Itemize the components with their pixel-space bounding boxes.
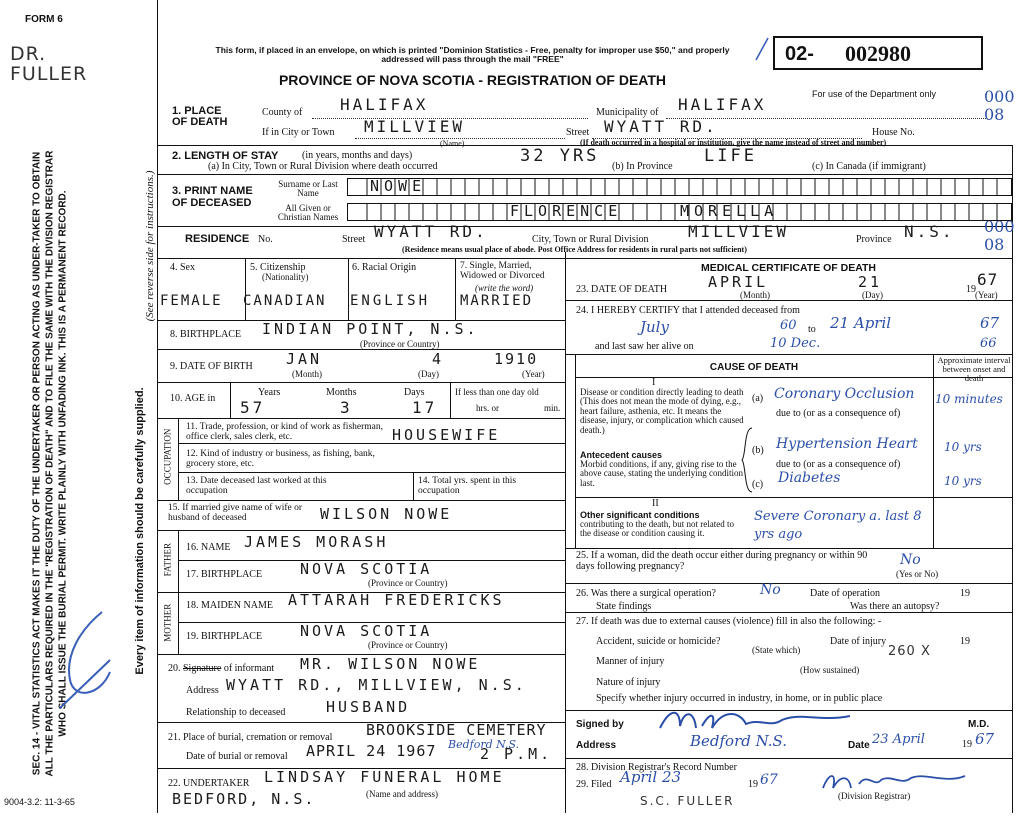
s10-months-label: Months (326, 387, 357, 398)
state-which: (State which) (752, 645, 801, 655)
s20-rel: HUSBAND (326, 698, 411, 716)
roman-ii: II (652, 498, 659, 509)
sidebar-divider (157, 0, 158, 813)
father-name-label: 16. NAME (186, 542, 231, 553)
s11-label: 11. Trade, profession, or kind of work as fisherman, office clerk, sales clerk, etc. (186, 422, 384, 442)
cause-b: (b) (752, 445, 764, 456)
s26-value: No (760, 582, 781, 598)
s10-days-label: Days (404, 387, 425, 398)
specify-label: Specify whether injury occurred in industry, in home, or in public place (596, 693, 883, 704)
rule (157, 382, 565, 383)
rule (178, 418, 179, 500)
s5-label: 5. Citizenship (250, 262, 306, 273)
injury-date-label: Date of injury (830, 636, 887, 647)
s21-place: BROOKSIDE CEMETERY (366, 721, 547, 739)
s22-hint: (Name and address) (366, 789, 438, 799)
manner-label: Manner of injury (596, 656, 665, 667)
supply-notice: Every item of information should be carefully supplied. (134, 387, 146, 675)
s1-city-value: MILLVIEW (364, 117, 466, 136)
rule (565, 300, 1012, 301)
center-divider (565, 252, 566, 813)
s10-label: 10. AGE in (170, 393, 216, 404)
s3-given-label: All Given or Christian Names (277, 203, 339, 223)
accident-label: Accident, suicide or homicide? (596, 636, 721, 647)
death-century: 19 (966, 284, 976, 295)
rule (348, 258, 349, 320)
handwritten-doctor-name: DR. FULLER (10, 43, 88, 85)
s2-b-value: LIFE (704, 146, 757, 166)
s14-label: 14. Total yrs. spent in this occupation (418, 476, 517, 496)
s9-label: 9. DATE OF BIRTH (170, 361, 253, 372)
mother-side-label: MOTHER (162, 603, 173, 642)
last-saw-year: 66 (980, 336, 997, 351)
rule (413, 472, 414, 500)
s1-house-label: House No. (872, 127, 915, 138)
s21-time: 2 P.M. (480, 745, 553, 763)
filed-date: April 23 (620, 768, 682, 786)
residence-label: RESIDENCE (185, 233, 250, 245)
rule (450, 382, 451, 418)
registrar-print: S.C. FULLER (640, 794, 735, 808)
statute-text-body: SEC. 14 - VITAL STATISTICS ACT MAKES IT THE DUTY OF THE UNDERTAKER OR PERSON ACTING AS UNDER-TAKER TO OBTAIN ALL THE PARTICULARS REQUIRED IN THE "REGISTRATION OF DEATH" AND TO FILE THE SAME WITH THE DIVISION REGISTRAR WHO SHALL ISSUE THE BURIAL PERMIT. WRITE PLAINLY WITH UNFADING INK. THIS IS A PERMANENT RECORD. (31, 150, 69, 777)
s11-value: HOUSEWIFE (392, 426, 501, 444)
last-saw-date: 10 Dec. (770, 336, 821, 351)
rule (565, 583, 1012, 584)
s20-address: WYATT RD., MILLVIEW, N.S. (226, 676, 527, 694)
form-title: PROVINCE OF NOVA SCOTIA - REGISTRATION OF DEATH (278, 72, 667, 88)
s8-label: 8. BIRTHPLACE (170, 329, 242, 340)
s20-label: 20. Signature of informant (168, 663, 275, 674)
s24-to: to (808, 324, 816, 335)
s9-day-hint: (Day) (418, 369, 439, 379)
s25-value: No (900, 552, 921, 568)
s10-years-label: Years (258, 387, 281, 398)
s10-months: 3 (340, 398, 353, 417)
rule (575, 354, 576, 548)
s1-county-value: HALIFAX (340, 95, 429, 114)
s22-label: 22. UNDERTAKER (168, 778, 250, 789)
s8-hint: (Province or Country) (360, 339, 440, 349)
interval-a: 10 minutes (935, 392, 1003, 406)
reverse-instructions: (See reverse side for instructions.) (144, 170, 156, 322)
father-bp-hint: (Province or Country) (368, 578, 448, 588)
s1-municipality-label: Municipality of (596, 107, 659, 118)
s4-value: FEMALE (160, 293, 223, 309)
residence-no-label: No. (258, 234, 273, 245)
death-year-hint: (Year) (975, 290, 998, 300)
rule (575, 497, 1012, 498)
form-number: FORM 6 (25, 14, 63, 25)
rule (178, 530, 179, 654)
cause-a-value: Coronary Occlusion (774, 386, 915, 402)
mail-notice: This form, if placed in an envelope, on which is printed "Dominion Statistics - Free, penalty for improper use $50," and properly addressed will pass through the mail "FREE" (215, 45, 730, 64)
md-label: M.D. (968, 719, 990, 730)
nature-label: Nature of injury (596, 677, 661, 688)
filed-19: 19 (748, 779, 758, 790)
s8-value: INDIAN POINT, N.S. (262, 320, 479, 338)
residence-city-label: City, Town or Rural Division (532, 234, 649, 245)
rule (933, 354, 934, 548)
other-value: Severe Coronary a. last 8 yrs ago (754, 509, 922, 542)
s2-hint: (in years, months and days) (302, 150, 413, 161)
s21-place-note: Bedford N.S. (448, 738, 520, 751)
s9-day: 4 (432, 350, 445, 368)
s2-a-value: 32 YRS (520, 146, 600, 166)
s1-hospital-note: (If death occurred in a hospital or institution, give the name instead of street and number) (580, 138, 887, 147)
mother-maiden-label: 18. MAIDEN NAME (186, 600, 273, 611)
s20-label-rest: of informant (223, 663, 275, 674)
other-label: Other significant conditions (580, 510, 700, 520)
occupation-side-label: OCCUPATION (162, 428, 173, 485)
antecedent-desc: Morbid conditions, if any, giving rise to the above cause, stating the underlying condition last. (580, 459, 743, 488)
attended-from: July (640, 318, 669, 336)
residence-province-value: N.S. (904, 222, 955, 241)
s6-value: ENGLISH (350, 293, 431, 309)
father-bp: NOVA SCOTIA (300, 560, 433, 578)
s2-b-label: (b) In Province (612, 161, 673, 172)
residence-city-value: MILLVIEW (688, 222, 790, 241)
rule (245, 258, 246, 320)
s6-label: 6. Racial Origin (352, 262, 417, 273)
s2-c-label: (c) In Canada (if immigrant) (812, 161, 926, 172)
death-year: 67 (977, 270, 999, 289)
s4-label: 4. Sex (170, 262, 195, 273)
residence-province-label: Province (856, 234, 892, 245)
s12-label: 12. Kind of industry or business, as fishing, bank, grocery store, etc. (186, 449, 375, 469)
s9-year: 1910 (494, 350, 539, 368)
s21-label: 21. Place of burial, cremation or removal (168, 732, 333, 743)
cause-c-value: Diabetes (778, 470, 841, 486)
s21-date-label: Date of burial or removal (186, 751, 288, 762)
roman-i: I (652, 377, 656, 388)
dept-codes-1: 000 08 (984, 87, 1015, 124)
s1-city-label: If in City or Town (262, 127, 335, 138)
dept-use-label: For use of the Department only (812, 89, 937, 99)
s24-last-saw: and last saw her alive on (595, 341, 694, 352)
s1-street-value: WYATT RD. (604, 117, 718, 136)
signer-date-label: Date (848, 740, 870, 751)
s9-year-hint: (Year) (522, 369, 545, 379)
s21-date: APRIL 24 1967 (306, 742, 437, 760)
rule (565, 758, 1012, 759)
s10-lt-day: If less than one day old (455, 387, 539, 397)
autopsy-label: Was there an autopsy? (850, 601, 940, 612)
mother-bp-label: 19. BIRTHPLACE (186, 631, 263, 642)
cause-c: (c) (752, 479, 764, 490)
s10-years: 57 (240, 398, 266, 417)
s13-label: 13. Date deceased last worked at this occupation (186, 476, 327, 496)
sidebar-pen-mark (40, 600, 130, 720)
s1-county-label: County of (262, 107, 303, 118)
cause-b-value: Hypertension Heart (776, 436, 918, 452)
other-desc: contributing to the death, but not related to the disease or condition causing it. (580, 519, 734, 539)
cause-i-label: Disease or condition directly leading to death (This does not mean the mode of dying, e.g., heart failure, asthenia, etc. It means the disease, injury, or complication which caused death.) (580, 387, 744, 435)
medical-title: MEDICAL CERTIFICATE OF DEATH (701, 262, 876, 274)
rule (178, 443, 565, 444)
interval-header: Approximate interval between onset and death (937, 355, 1011, 383)
due-to-2: due to (or as a consequence of) (776, 459, 901, 470)
rule (178, 472, 565, 473)
interval-b: 10 yrs (944, 440, 982, 454)
reg-prefix: 02- (785, 43, 814, 65)
s28-label: 28. Division Registrar's Record Number (576, 762, 737, 773)
father-bp-label: 17. BIRTHPLACE (186, 569, 263, 580)
mother-bp: NOVA SCOTIA (300, 622, 433, 640)
father-name: JAMES MORASH (244, 533, 389, 551)
signer-date-19: 19 (962, 739, 972, 750)
mother-maiden: ATTARAH FREDERICKS (288, 591, 505, 609)
s10-hrs: hrs. or (476, 403, 499, 413)
s15-label: 15. If married give name of wife or husband of deceased (168, 503, 303, 523)
registration-number-box (773, 36, 983, 70)
s10-days: 17 (412, 398, 438, 417)
printed-form-code: 9004-3.2: 11-3-65 (4, 797, 75, 807)
death-day: 21 (858, 273, 883, 291)
residence-street-value: WYATT RD. (374, 222, 488, 241)
signer-date: 23 April (872, 732, 925, 747)
rule (157, 500, 565, 501)
s22-name: LINDSAY FUNERAL HOME (264, 768, 505, 786)
how-sustained: (How sustained) (800, 665, 860, 675)
s3-label: 3. PRINT NAME OF DECEASED (172, 185, 253, 209)
s26-label: 26. Was there a surgical operation? (576, 588, 716, 599)
s7-label: 7. Single, Married, Widowed or Divorced (460, 261, 545, 281)
attended-from-year: 60 (780, 318, 797, 333)
rule (455, 258, 456, 320)
death-month-hint: (Month) (740, 290, 770, 300)
s3-given-value-2: MORELLA (680, 202, 779, 220)
injury-date-19: 19 (960, 636, 970, 647)
s3-surname-label: Surname or Last Name (278, 179, 338, 199)
father-side-label: FATHER (162, 543, 173, 577)
cause-a: (a) (752, 393, 764, 404)
residence-street-label: Street (342, 234, 366, 245)
s1-name-hint: (Name) (440, 139, 465, 148)
operation-date-label: Date of operation (810, 588, 880, 599)
s15-value: WILSON NOWE (320, 505, 453, 523)
rule (157, 226, 1012, 227)
s20-value: MR. WILSON NOWE (300, 655, 481, 673)
death-month: APRIL (708, 273, 769, 291)
s2-label: 2. LENGTH OF STAY (172, 150, 279, 162)
s22-address: BEDFORD, N.S. (172, 790, 316, 808)
antecedent-label: Antecedent causes (580, 450, 663, 460)
reg-number: 002980 (845, 41, 911, 66)
s20-address-label: Address (186, 685, 219, 696)
s25-hint: (Yes or No) (896, 569, 939, 579)
death-day-hint: (Day) (862, 290, 883, 300)
cause-title: CAUSE OF DEATH (709, 362, 799, 373)
s25-label: 25. If a woman, did the death occur either during pregnancy or within 90 days following pregnancy? (576, 550, 868, 572)
s1-street-label: Street (566, 127, 590, 138)
s9-month: JAN (286, 350, 323, 368)
signer-date-year: 67 (975, 730, 995, 748)
s3-surname-value: NOWE (370, 177, 427, 195)
s5-value: CANADIAN (243, 293, 327, 309)
s7-value: MARRIED (460, 293, 534, 309)
rule (565, 548, 1012, 549)
s23-label: 23. DATE OF DEATH (576, 284, 668, 295)
s3-given-value-1: FLORENCE (510, 202, 623, 220)
residence-note: (Residence means usual place of abode. Post Office Address for residents in rural parts not sufficient) (402, 245, 747, 254)
mother-bp-hint: (Province or Country) (368, 640, 448, 650)
rule (157, 530, 565, 531)
filed-year: 67 (760, 772, 778, 788)
s29-label: 29. Filed (576, 779, 612, 790)
s20-struck: Signature (183, 663, 222, 674)
signed-by-label: Signed by (576, 719, 624, 730)
stamp-number: 260 X (888, 644, 931, 659)
rule (157, 258, 1012, 259)
attended-to-year: 67 (980, 314, 1000, 332)
s20-rel-label: Relationship to deceased (186, 707, 286, 718)
s9-month-hint: (Month) (292, 369, 322, 379)
division-registrar-label: (Division Registrar) (838, 791, 911, 801)
s7-hint: (write the word) (475, 283, 534, 293)
s1-municipality-value: HALIFAX (678, 95, 767, 114)
s2-a-label: (a) In City, Town or Rural Division where death occurred (208, 161, 438, 172)
attended-to: 21 April (830, 314, 892, 332)
state-findings: State findings (596, 601, 652, 612)
rule (157, 174, 1012, 175)
s10-min: min. (544, 403, 561, 413)
rule (157, 418, 565, 419)
rule (230, 382, 231, 418)
signer-address: Bedford N.S. (690, 732, 788, 750)
signer-address-label: Address (576, 740, 617, 751)
pen-tick (752, 36, 772, 62)
due-to-1: due to (or as a consequence of) (776, 408, 901, 419)
interval-c: 10 yrs (944, 474, 982, 488)
dept-codes-2: 000 08 (984, 217, 1015, 254)
s1-label: 1. PLACE OF DEATH (172, 105, 228, 128)
operation-date-19: 19 (960, 588, 970, 599)
s24-label: 24. I HEREBY CERTIFY that I attended deceased from (576, 305, 800, 316)
s27-label: 27. If death was due to external causes (violence) fill in also the following: - (576, 616, 882, 627)
s5-hint: (Nationality) (262, 272, 309, 282)
cause-bracket (740, 426, 760, 496)
